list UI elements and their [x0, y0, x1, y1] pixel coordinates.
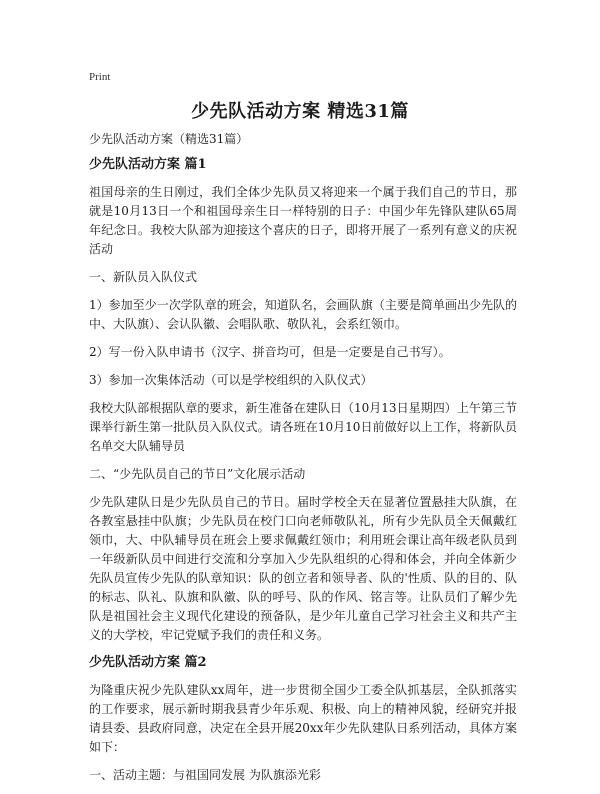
document-body — [89, 130, 517, 794]
article-1-item-3: 3）参加一次集体活动（可以是学校组织的入队仪式） — [89, 373, 373, 387]
article-2-intro: 为隆重庆祝少先队建队xx周年，进一步贯彻全国少工委全队抓基层，全队抓落实的工作要求，展示新时期我县青少年乐观、积极、向上的精神风貌，经研究并报请县委、县政府同意，决定在全县开展20xx年少先队建队日系列活动，具体方案如下： — [89, 683, 517, 754]
article-1-heading: 少先队活动方案 篇1 — [89, 157, 207, 172]
article-1-item-1: 1）参加至少一次学队章的班会，知道队名，会画队旗（主要是简单画出少先队的中、大队旗）、会认队徽、会唱队歌、敬队礼，会系红领巾。 — [89, 298, 517, 331]
article-1-intro: 祖国母亲的生日刚过，我们全体少先队员又将迎来一个属于我们自己的节日，那就是10月13日一个和祖国母亲生日一样特别的日子：中国少年先锋队建队65周年纪念日。我校大队部为迎接这个喜庆的日子，即将开展了一系列有意义的庆祝活动 — [89, 185, 517, 256]
article-2-section-1-title: 一、活动主题：与祖国同发展 为队旗添光彩 — [89, 768, 321, 782]
article-1-ceremony-paragraph: 我校大队部根据队章的要求，新生准备在建队日（10月13日星期四）上午第三节课举行新生第一批队员入队仪式。请各班在10月10日前做好以上工作，将新队员名单交大队辅导员 — [89, 401, 517, 453]
print-label[interactable]: Print — [89, 71, 111, 83]
article-1-culture-paragraph: 少先队建队日是少先队员自己的节日。届时学校全天在显著位置悬挂大队旗，在各教室悬挂中队旗；少先队员在校门口向老师敬队礼，所有少先队员全天佩戴红领巾，大、中队辅导员在班会上要求佩戴红领巾；利用班会课让高年级老队员到一年级新队员中间进行交流和分享加入少先队组织的心得和体会，并向全体新少先队员宣传少先队的队章知识：队的创立者和领导者、队的'性质、队的目的、队的标志、队礼、队旗和队徽、队的呼号、队的作风、铭言等。让队员们了解少先队是祖国社会主义现代化建设的预备队，是少年儿童自己学习社会主义和共产主义的大学校，牢记党赋予我们的责任和义务。 — [89, 495, 517, 642]
article-1-section-2-title: 二、“少先队员自己的节日”文化展示活动 — [89, 467, 306, 481]
article-1-item-2: 2）写一份入队申请书（汉字、拼音均可，但是一定要是自己书写）。 — [89, 345, 451, 359]
page-title: 少先队活动方案 精选31篇 — [191, 101, 409, 122]
article-1-section-1-title: 一、新队员入队仪式 — [89, 270, 198, 284]
article-2-heading: 少先队活动方案 篇2 — [89, 655, 207, 670]
document-subtitle: 少先队活动方案（精选31篇） — [89, 132, 249, 146]
